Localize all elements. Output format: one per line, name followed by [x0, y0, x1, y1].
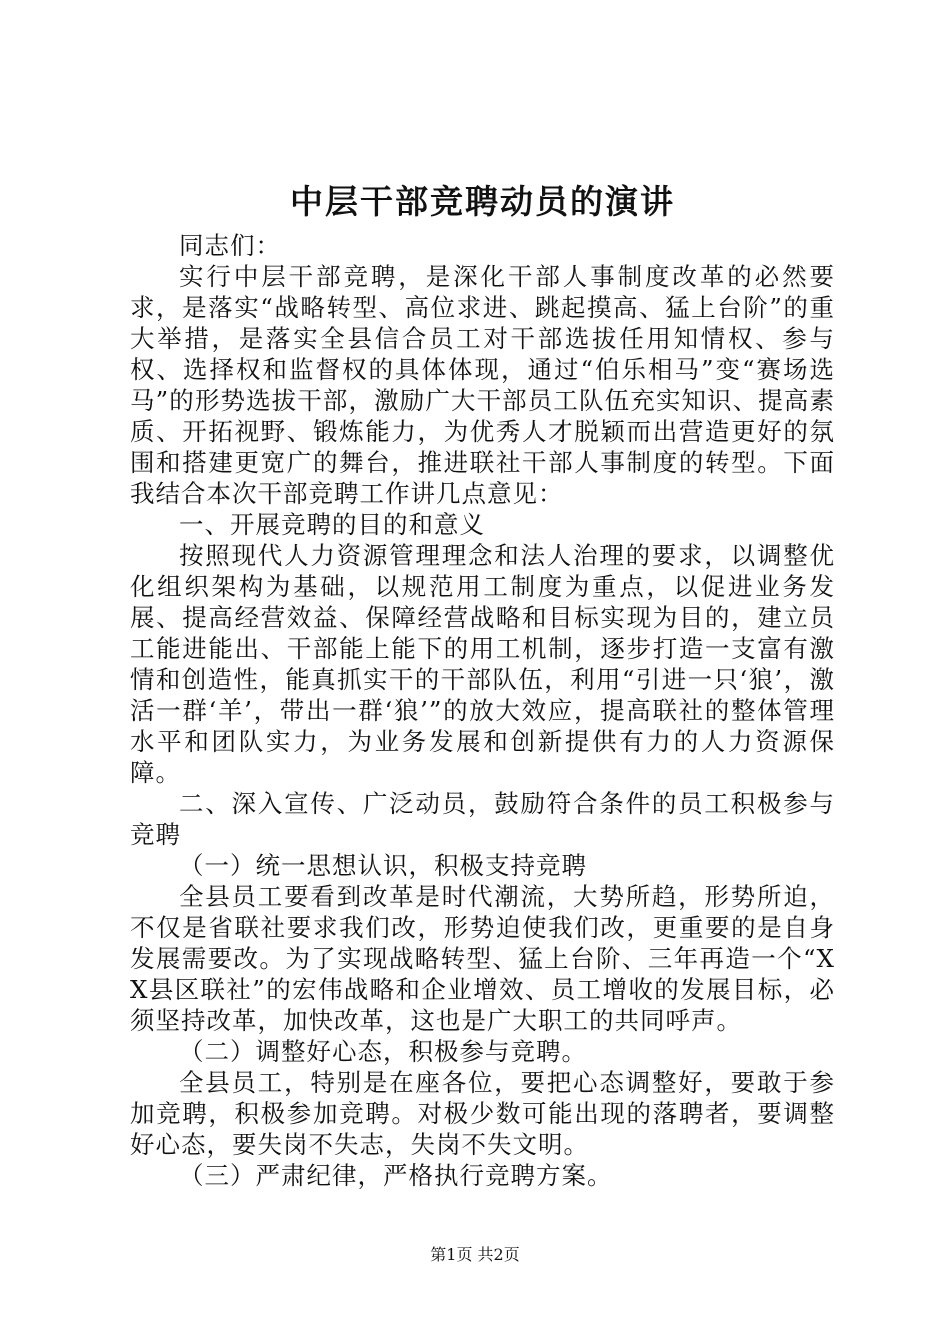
subsection-heading-3: （三）严肃纪律，严格执行竞聘方案。 — [179, 1161, 613, 1190]
paragraph-section-1: 按照现代人力资源管理理念和法人治理的要求，以调整优化组织架构为基础，以规范用工制度为重点，以促进业务发展、提高经营效益、保障经营战略和目标实现为目的，建立员工能进能出、干部能上能下的用工机制，逐步打造一支富有激情和创造性，能真抓实干的干部队伍，利用“引进一只‘狼’，激活一群‘羊’，带出一群‘狼’”的放大效应，提高联社的整体管理水平和团队实力，为业务发展和创新提供有力的人力资源保障。 — [130, 541, 835, 787]
section-heading-2: 二、深入宣传、广泛动员，鼓励符合条件的员工积极参与竞聘 — [130, 789, 835, 849]
document-page — [130, 180, 835, 1191]
paragraph-subsection-1: 全县员工要看到改革是时代潮流，大势所趋，形势所迫，不仅是省联社要求我们改，形势迫使我们改，更重要的是自身发展需要改。为了实现战略转型、猛上台阶、三年再造一个“XX县区联社”的宏伟战略和企业增效、员工增收的发展目标，必须坚持改革，加快改革，这也是广大职工的共同呼声。 — [130, 882, 835, 1035]
page-footer: 第1页 共2页 — [430, 1245, 520, 1264]
section-heading-1: 一、开展竞聘的目的和意义 — [179, 510, 485, 539]
paragraph-subsection-2: 全县员工，特别是在座各位，要把心态调整好，要敢于参加竞聘，积极参加竞聘。对极少数可能出现的落聘者，要调整好心态，要失岗不失志，失岗不失文明。 — [130, 1068, 835, 1159]
subsection-heading-1: （一）统一思想认识，积极支持竞聘 — [179, 851, 587, 880]
salutation: 同志们： — [179, 231, 281, 260]
subsection-heading-2: （二）调整好心态，积极参与竞聘。 — [179, 1037, 587, 1066]
document-body — [130, 230, 835, 1191]
document-title: 中层干部竞聘动员的演讲 — [290, 182, 675, 221]
paragraph-intro: 实行中层干部竞聘，是深化干部人事制度改革的必然要求，是落实“战略转型、高位求进、跳起摸高、猛上台阶”的重大举措，是落实全县信合员工对干部选拔任用知情权、参与权、选择权和监督权的具体体现，通过“伯乐相马”变“赛场选马”的形势选拔干部，激励广大干部员工队伍充实知识、提高素质、开拓视野、锻炼能力，为优秀人才脱颖而出营造更好的氛围和搭建更宽广的舞台，推进联社干部人事制度的转型。下面我结合本次干部竞聘工作讲几点意见： — [130, 262, 835, 508]
